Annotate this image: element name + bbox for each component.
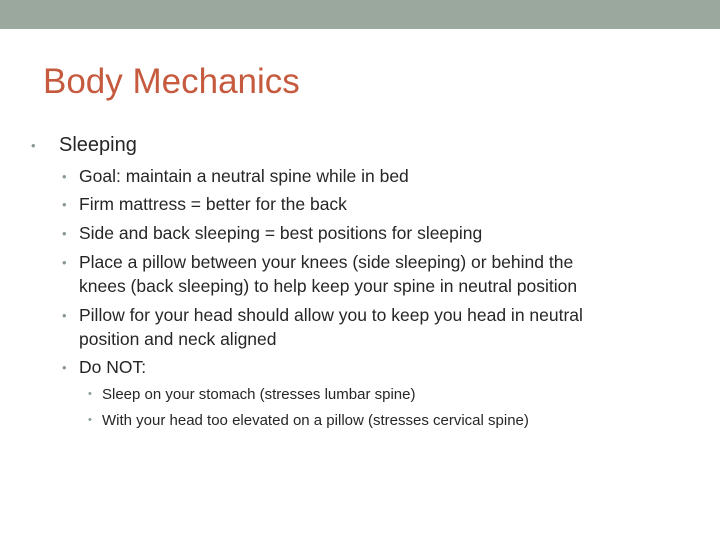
- sub-item-head-elevated: With your head too elevated on a pillow (stresses cervical spine): [102, 412, 529, 429]
- list-item-pillow-head-line1: Pillow for your head should allow you to keep you head in neutral: [79, 305, 583, 325]
- bullet-icon: •: [62, 308, 67, 323]
- list-item-pillow-knees-line2: knees (back sleeping) to help keep your spine in neutral position: [79, 276, 578, 296]
- bullet-icon: •: [62, 255, 67, 270]
- top-accent-bar: [0, 0, 720, 29]
- list-item-mattress: Firm mattress = better for the back: [79, 194, 347, 214]
- bullet-icon: •: [88, 388, 92, 400]
- list-item-positions: Side and back sleeping = best positions for sleeping: [79, 223, 483, 243]
- list-item-do-not: Do NOT:: [79, 357, 147, 377]
- bullet-icon: •: [62, 197, 67, 212]
- bullet-icon: •: [31, 138, 36, 153]
- slide-title: Body Mechanics: [43, 62, 300, 101]
- bullet-icon: •: [62, 360, 67, 375]
- list-item-pillow-knees-line1: Place a pillow between your knees (side sleeping) or behind the: [79, 252, 574, 272]
- level1-item-sleeping: Sleeping: [59, 134, 137, 156]
- bullet-icon: •: [62, 226, 67, 241]
- list-item-pillow-head-line2: position and neck aligned: [79, 329, 277, 349]
- sub-item-stomach: Sleep on your stomach (stresses lumbar spine): [102, 386, 416, 403]
- bullet-icon: •: [62, 169, 67, 184]
- bullet-icon: •: [88, 414, 92, 426]
- list-item-goal: Goal: maintain a neutral spine while in bed: [79, 166, 409, 186]
